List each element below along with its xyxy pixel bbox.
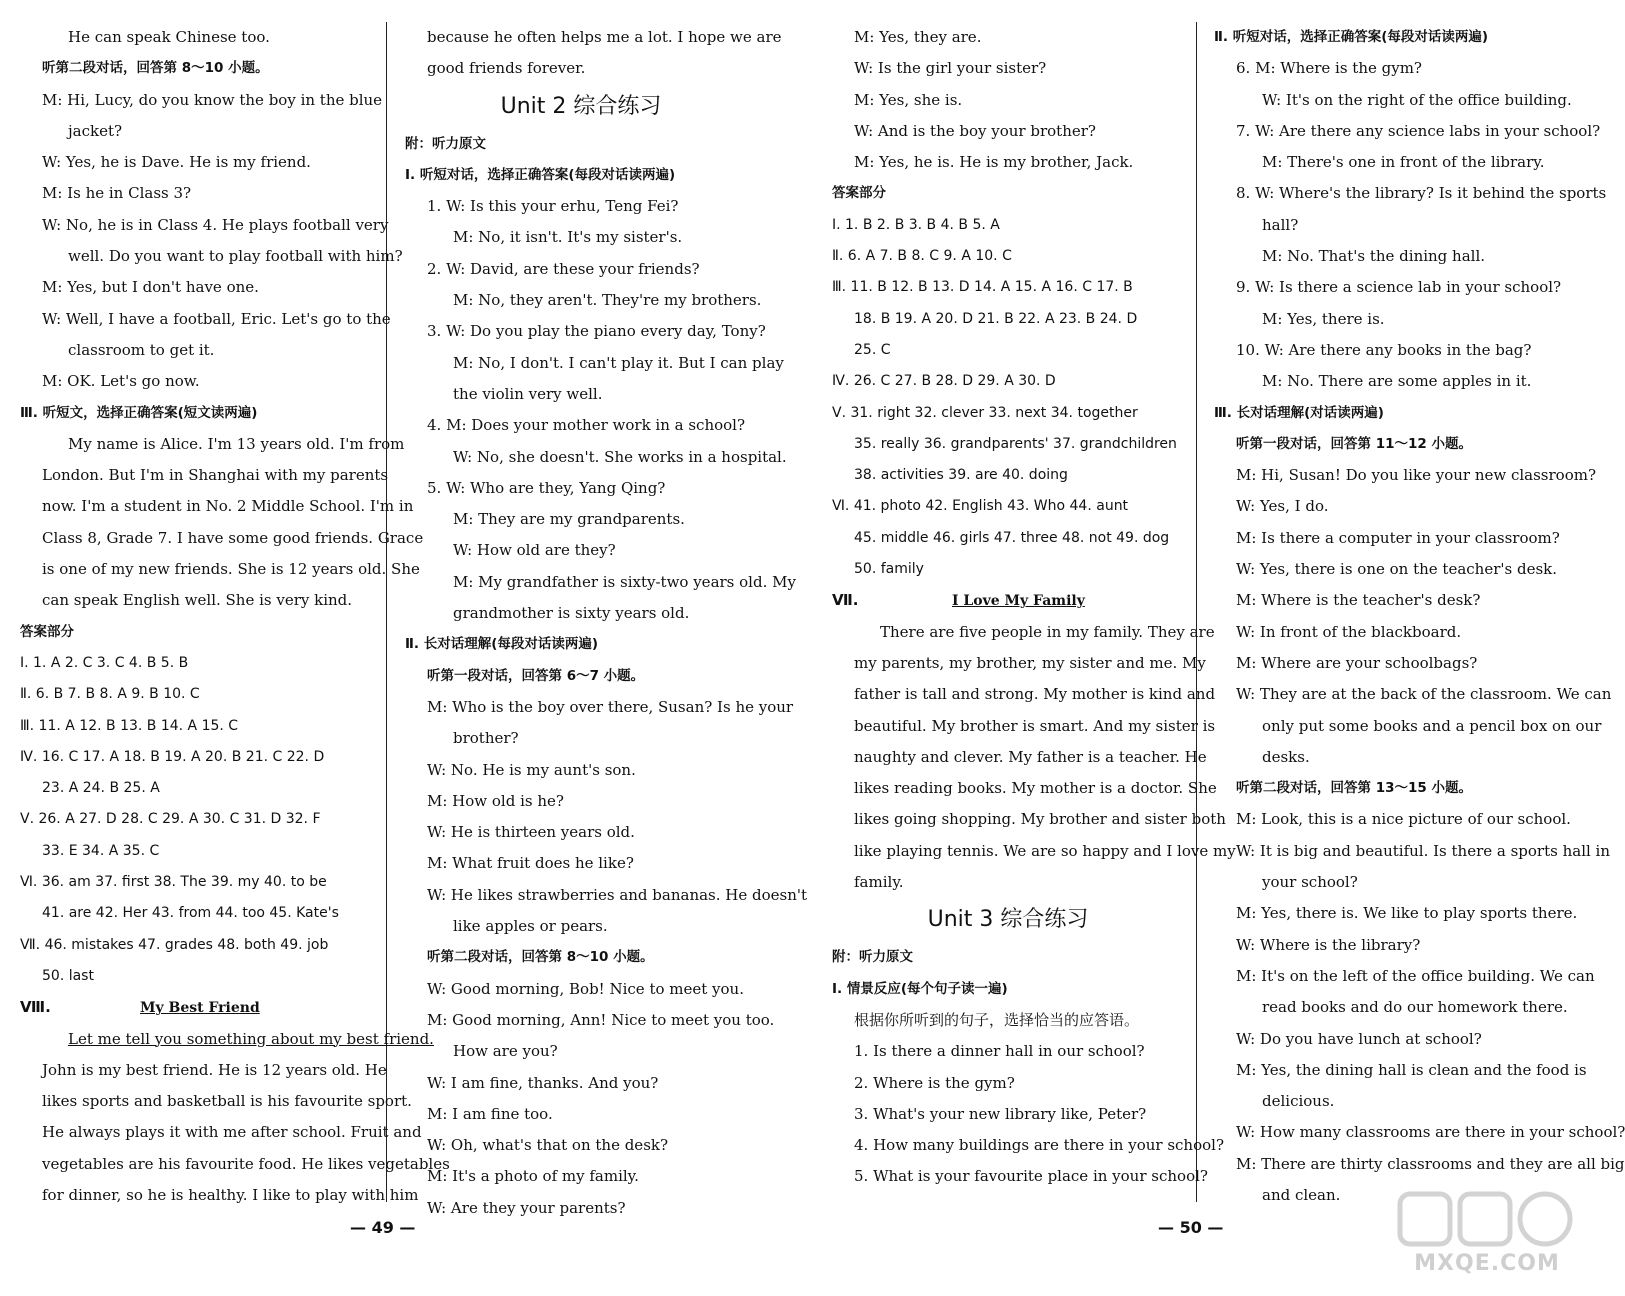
- text-line: John is my best friend. He is 12 years old. He: [42, 1060, 387, 1079]
- text-line: likes going shopping. My brother and sister both: [854, 810, 1226, 829]
- page-number-left: — 49 —: [350, 1218, 416, 1237]
- text-line: brother?: [453, 729, 519, 748]
- text-line: Ⅶ. 46. mistakes 47. grades 48. both 49. job: [20, 936, 329, 953]
- column-3-lines: [832, 22, 1184, 585]
- text-line: M: It's on the left of the office building. We can: [1236, 966, 1595, 985]
- text-line: M: It's a photo of my family.: [427, 1167, 639, 1186]
- text-line: 附：听力原文: [405, 135, 486, 152]
- text-line: Ⅳ. 16. C 17. A 18. B 19. A 20. B 21. C 22. D: [20, 748, 325, 765]
- text-line: M: How old is he?: [427, 791, 564, 810]
- text-line: likes sports and basketball is his favourite sport.: [42, 1092, 412, 1111]
- text-line: 答案部分: [20, 623, 74, 640]
- text-line: M: Yes, the dining hall is clean and the food is: [1236, 1060, 1587, 1079]
- text-line: 7. W: Are there any science labs in your school?: [1236, 121, 1601, 140]
- text-line: your school?: [1262, 873, 1358, 892]
- text-line: vegetables are his favourite food. He likes vegetables: [42, 1154, 450, 1173]
- text-line: beautiful. My brother is smart. And my sister is: [854, 716, 1216, 735]
- watermark-site: MXQE.COM: [1414, 1251, 1560, 1276]
- text-line: M: No. That's the dining hall.: [1262, 247, 1486, 266]
- text-line: M: No, they aren't. They're my brothers.: [453, 291, 762, 310]
- text-line: M: There's one in front of the library.: [1262, 153, 1545, 172]
- text-line: Ⅳ. 26. C 27. B 28. D 29. A 30. D: [832, 373, 1056, 390]
- text-line: family.: [854, 873, 904, 892]
- text-line: W: Well, I have a football, Eric. Let's go to the: [42, 309, 391, 328]
- column-2: [405, 22, 808, 1224]
- text-line: W: Is the girl your sister?: [854, 59, 1047, 78]
- text-line: is one of my new friends. She is 12 years old. She: [42, 560, 420, 579]
- text-line: Ⅴ. 26. A 27. D 28. C 29. A 30. C 31. D 32. F: [20, 811, 321, 828]
- text-line: Ⅰ. 1. B 2. B 3. B 4. B 5. A: [832, 216, 1000, 233]
- watermark-glyphs-icon: [1392, 1190, 1582, 1252]
- text-line: W: Good morning, Bob! Nice to meet you.: [427, 979, 744, 998]
- column-2-lines: [405, 129, 808, 1224]
- text-line: Ⅰ. 情景反应(每个句子读一遍): [832, 980, 1008, 997]
- text-line: 25. C: [854, 341, 891, 358]
- text-line: 35. really 36. grandparents' 37. grandchildren: [854, 435, 1177, 452]
- text-line: M: No, I don't. I can't play it. But I can play: [453, 353, 784, 372]
- text-line: M: OK. Let's go now.: [42, 372, 200, 391]
- text-line: W: In front of the blackboard.: [1236, 622, 1462, 641]
- text-line: M: Is he in Class 3?: [42, 184, 192, 203]
- text-line: 18. B 19. A 20. D 21. B 22. A 23. B 24. D: [854, 310, 1138, 327]
- essay-heading-i-love-my-family: [832, 585, 1184, 616]
- text-line: W: It is big and beautiful. Is there a sports hall in: [1236, 841, 1611, 860]
- essay-body: [20, 1024, 450, 1212]
- text-line: 23. A 24. B 25. A: [42, 780, 160, 797]
- essay-heading-my-best-friend: [20, 992, 378, 1023]
- text-line: M: Where are your schoolbags?: [1236, 653, 1478, 672]
- text-line: W: And is the boy your brother?: [854, 121, 1096, 140]
- text-line: my parents, my brother, my sister and me. My: [854, 653, 1206, 672]
- text-line: 50. family: [854, 561, 924, 578]
- column-4-lines: [1214, 22, 1625, 1211]
- column-2-top-lines: [405, 22, 782, 85]
- text-line: and clean.: [1262, 1185, 1341, 1204]
- text-line: W: Where is the library?: [1236, 935, 1421, 954]
- text-line: 33. E 34. A 35. C: [42, 842, 160, 859]
- essay-title: My Best Friend: [140, 1000, 260, 1017]
- text-line: 5. W: Who are they, Yang Qing?: [427, 478, 666, 497]
- text-line: W: They are at the back of the classroom. We can: [1236, 685, 1612, 704]
- text-line: Let me tell you something about my best friend.: [68, 1029, 434, 1048]
- column-1-lines: [20, 22, 424, 992]
- text-line: W: How old are they?: [453, 541, 616, 560]
- text-line: Ⅲ. 长对话理解(对话读两遍): [1214, 404, 1384, 421]
- text-line: W: Are they your parents?: [427, 1198, 626, 1217]
- watermark-logo: [1392, 1190, 1582, 1280]
- text-line: desks.: [1262, 747, 1310, 766]
- text-line: W: No, he is in Class 4. He plays football very: [42, 215, 389, 234]
- text-line: M: Who is the boy over there, Susan? Is he your: [427, 697, 794, 716]
- column-4: [1214, 22, 1625, 1211]
- text-line: hall?: [1262, 215, 1299, 234]
- text-line: M: Yes, there is.: [1262, 309, 1385, 328]
- text-line: 1. W: Is this your erhu, Teng Fei?: [427, 197, 679, 216]
- text-line: likes reading books. My mother is a doctor. She: [854, 779, 1217, 798]
- text-line: W: I am fine, thanks. And you?: [427, 1073, 659, 1092]
- text-line: M: I am fine too.: [427, 1104, 553, 1123]
- text-line: Ⅱ. 长对话理解(每段对话读两遍): [405, 636, 599, 653]
- text-line: W: Do you have lunch at school?: [1236, 1029, 1482, 1048]
- text-line: read books and do our homework there.: [1262, 998, 1568, 1017]
- column-3: [832, 22, 1236, 1193]
- text-line: classroom to get it.: [68, 340, 215, 359]
- text-line: Ⅲ. 11. B 12. B 13. D 14. A 15. A 16. C 17. B: [832, 279, 1133, 296]
- text-line: 根据你所听到的句子，选择恰当的应答语。: [854, 1010, 1140, 1029]
- text-line: 6. M: Where is the gym?: [1236, 59, 1422, 78]
- text-line: W: No, she doesn't. She works in a hospital.: [453, 447, 787, 466]
- text-line: Class 8, Grade 7. I have some good friends. Grace: [42, 528, 424, 547]
- text-line: Ⅱ. 6. B 7. B 8. A 9. B 10. C: [20, 686, 200, 703]
- unit-3-title: Unit 3 综合练习: [927, 907, 1089, 933]
- text-line: M: Is there a computer in your classroom?: [1236, 528, 1560, 547]
- unit-2-title: Unit 2 综合练习: [500, 93, 662, 119]
- text-line: Ⅰ. 1. A 2. C 3. C 4. B 5. B: [20, 654, 189, 671]
- text-line: because he often helps me a lot. I hope we are: [427, 28, 782, 46]
- text-line: There are five people in my family. They are: [880, 622, 1215, 641]
- text-line: 8. W: Where's the library? Is it behind the sports: [1236, 184, 1607, 203]
- text-line: Ⅵ. 41. photo 42. English 43. Who 44. aunt: [832, 498, 1129, 515]
- essay-number: Ⅶ.: [832, 591, 859, 610]
- text-line: He always plays it with me after school. Fruit and: [42, 1123, 422, 1142]
- text-line: Ⅲ. 听短文，选择正确答案(短文读两遍): [20, 404, 258, 421]
- text-line: 听第二段对话，回答第 8～10 小题。: [427, 949, 654, 966]
- text-line: Ⅱ. 听短对话，选择正确答案(每段对话读两遍): [1214, 29, 1489, 45]
- text-line: He can speak Chinese too.: [68, 28, 270, 46]
- text-line: M: Hi, Susan! Do you like your new classroom?: [1236, 466, 1596, 485]
- text-line: W: Yes, I do.: [1236, 497, 1329, 516]
- text-line: M: Yes, she is.: [854, 90, 963, 109]
- text-line: 2. Where is the gym?: [854, 1073, 1015, 1092]
- text-line: M: Good morning, Ann! Nice to meet you too.: [427, 1010, 775, 1029]
- text-line: jacket?: [68, 121, 123, 140]
- text-line: W: Yes, there is one on the teacher's desk.: [1236, 560, 1557, 579]
- text-line: M: My grandfather is sixty-two years old. My: [453, 572, 796, 591]
- text-line: like apples or pears.: [453, 917, 608, 936]
- text-line: 3. W: Do you play the piano every day, Tony?: [427, 322, 766, 341]
- text-line: 38. activities 39. are 40. doing: [854, 467, 1068, 484]
- text-line: delicious.: [1262, 1092, 1335, 1111]
- text-line: M: No. There are some apples in it.: [1262, 372, 1532, 391]
- column-divider-right: [1196, 22, 1197, 1202]
- text-line: grandmother is sixty years old.: [453, 604, 690, 623]
- text-line: 41. are 42. Her 43. from 44. too 45. Kate's: [42, 905, 339, 922]
- text-line: Ⅴ. 31. right 32. clever 33. next 34. together: [832, 404, 1138, 421]
- text-line: M: Where is the teacher's desk?: [1236, 591, 1481, 610]
- text-line: 2. W: David, are these your friends?: [427, 259, 700, 278]
- text-line: 听第一段对话，回答第 6～7 小题。: [427, 667, 645, 684]
- text-line: 1. Is there a dinner hall in our school?: [854, 1042, 1145, 1061]
- text-line: 答案部分: [832, 185, 886, 202]
- text-line: How are you?: [453, 1042, 558, 1061]
- text-line: W: Yes, he is Dave. He is my friend.: [42, 153, 311, 172]
- text-line: only put some books and a pencil box on our: [1262, 716, 1602, 735]
- text-line: M: Yes, he is. He is my brother, Jack.: [854, 153, 1134, 172]
- essay-number: Ⅷ.: [20, 998, 51, 1017]
- essay-body: [832, 617, 1236, 899]
- page-number-right: — 50 —: [1158, 1218, 1224, 1237]
- text-line: good friends forever.: [427, 59, 586, 78]
- text-line: 3. What's your new library like, Peter?: [854, 1104, 1147, 1123]
- text-line: for dinner, so he is healthy. I like to play with him: [42, 1185, 419, 1204]
- text-line: father is tall and strong. My mother is kind and: [854, 685, 1216, 704]
- text-line: London. But I'm in Shanghai with my parents: [42, 466, 389, 485]
- text-line: the violin very well.: [453, 384, 603, 403]
- text-line: like playing tennis. We are so happy and I love my: [854, 841, 1236, 860]
- text-line: well. Do you want to play football with him?: [68, 247, 403, 266]
- text-line: M: Hi, Lucy, do you know the boy in the blue: [42, 90, 383, 109]
- text-line: W: He is thirteen years old.: [427, 823, 635, 842]
- text-line: 45. middle 46. girls 47. three 48. not 49. dog: [854, 529, 1170, 546]
- text-line: M: Yes, but I don't have one.: [42, 278, 259, 297]
- text-line: My name is Alice. I'm 13 years old. I'm from: [68, 434, 405, 453]
- text-line: W: It's on the right of the office building.: [1262, 90, 1572, 109]
- text-line: 5. What is your favourite place in your school?: [854, 1167, 1208, 1186]
- text-line: 听第二段对话，回答第 13～15 小题。: [1236, 780, 1472, 797]
- text-line: M: Look, this is a nice picture of our school.: [1236, 810, 1571, 829]
- text-line: can speak English well. She is very kind.: [42, 591, 353, 610]
- text-line: M: No, it isn't. It's my sister's.: [453, 228, 683, 247]
- column-3-bottom-lines: [832, 942, 1224, 1192]
- text-line: 50. last: [42, 967, 94, 984]
- essay-title: I Love My Family: [952, 593, 1085, 610]
- text-line: now. I'm a student in No. 2 Middle School. I'm in: [42, 497, 414, 516]
- text-line: W: He likes strawberries and bananas. He doesn't: [427, 885, 808, 904]
- text-line: Ⅵ. 36. am 37. first 38. The 39. my 40. to be: [20, 874, 327, 891]
- text-line: W: No. He is my aunt's son.: [427, 760, 636, 779]
- text-line: 附：听力原文: [832, 949, 913, 966]
- text-line: 9. W: Is there a science lab in your school?: [1236, 278, 1562, 297]
- text-line: M: There are thirty classrooms and they are all big: [1236, 1154, 1625, 1173]
- text-line: Ⅱ. 6. A 7. B 8. C 9. A 10. C: [832, 248, 1012, 265]
- text-line: 4. How many buildings are there in your school?: [854, 1136, 1224, 1155]
- text-line: 听第一段对话，回答第 11～12 小题。: [1236, 435, 1472, 452]
- text-line: M: Yes, they are.: [854, 28, 982, 46]
- text-line: M: They are my grandparents.: [453, 510, 685, 529]
- text-line: 听第二段对话，回答第 8～10 小题。: [42, 60, 269, 77]
- text-line: W: How many classrooms are there in your school?: [1236, 1123, 1625, 1142]
- text-line: Ⅰ. 听短对话，选择正确答案(每段对话读两遍): [405, 166, 676, 183]
- text-line: 4. M: Does your mother work in a school?: [427, 416, 746, 435]
- text-line: 10. W: Are there any books in the bag?: [1236, 340, 1532, 359]
- text-line: Ⅲ. 11. A 12. B 13. B 14. A 15. C: [20, 717, 239, 734]
- text-line: M: Yes, there is. We like to play sports there.: [1236, 904, 1578, 923]
- text-line: naughty and clever. My father is a teacher. He: [854, 747, 1207, 766]
- text-line: M: What fruit does he like?: [427, 854, 634, 873]
- text-line: W: Oh, what's that on the desk?: [427, 1136, 669, 1155]
